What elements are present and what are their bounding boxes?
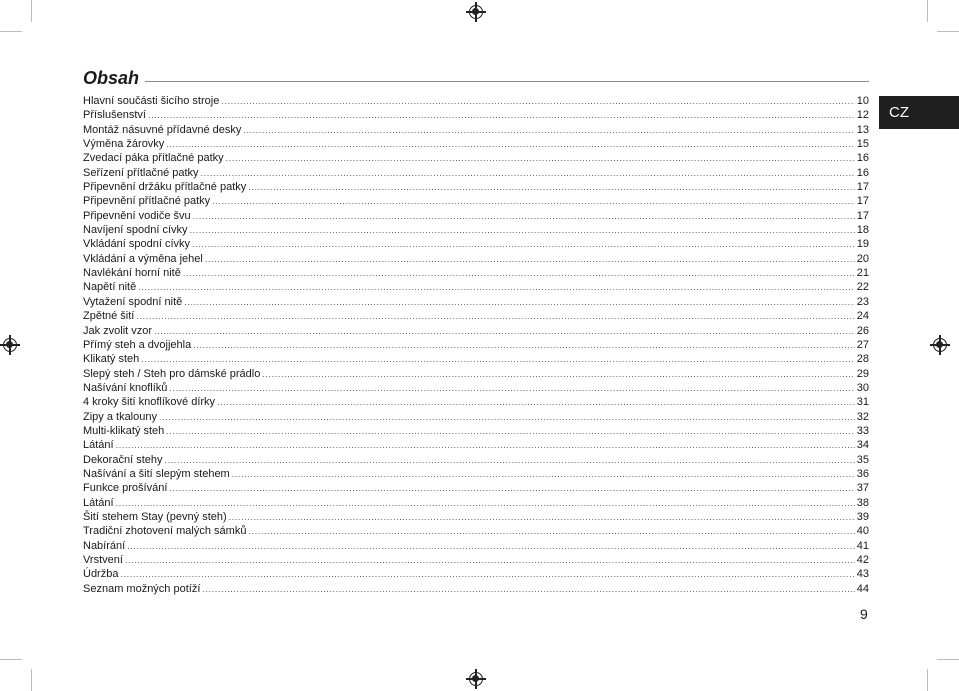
toc-entry-title: Šití stehem Stay (pevný steh) bbox=[83, 510, 227, 523]
toc-dot-leader bbox=[212, 194, 855, 208]
toc-entry[interactable] bbox=[83, 524, 869, 538]
toc-entry-page: 19 bbox=[856, 238, 869, 251]
toc-entry-title: Navlékání horní nitě bbox=[83, 267, 181, 280]
crop-mark-top-left-horizontal bbox=[0, 31, 22, 32]
toc-entry[interactable] bbox=[83, 395, 869, 409]
toc-entry-title: Vkládání a výměna jehel bbox=[83, 252, 203, 265]
crop-mark-bottom-left-vertical bbox=[31, 669, 32, 691]
toc-entry-page: 17 bbox=[856, 181, 869, 194]
toc-entry-page: 23 bbox=[856, 295, 869, 308]
toc-entry[interactable] bbox=[83, 424, 869, 438]
toc-entry-title: Našívání knoflíků bbox=[83, 381, 168, 394]
toc-dot-leader bbox=[226, 151, 855, 165]
toc-entry[interactable] bbox=[83, 223, 869, 237]
toc-entry-title: Jak zvolit vzor bbox=[83, 324, 153, 337]
toc-entry[interactable] bbox=[83, 151, 869, 165]
toc-entry-title: Látání bbox=[83, 496, 114, 509]
toc-entry[interactable] bbox=[83, 209, 869, 223]
toc-entry-title: Multi-klikatý steh bbox=[83, 424, 165, 437]
toc-entry-title: Seznam možných potíží bbox=[83, 582, 201, 595]
toc-dot-leader bbox=[248, 524, 854, 538]
toc-dot-leader bbox=[159, 410, 855, 424]
toc-dot-leader bbox=[169, 381, 854, 395]
toc-entry[interactable] bbox=[83, 510, 869, 524]
toc-entry[interactable] bbox=[83, 252, 869, 266]
toc-entry[interactable] bbox=[83, 367, 869, 381]
contents-title: Obsah bbox=[83, 68, 140, 88]
toc-entry-page: 17 bbox=[856, 209, 869, 222]
toc-entry-page: 21 bbox=[856, 267, 869, 280]
table-of-contents bbox=[83, 94, 869, 596]
toc-dot-leader bbox=[190, 223, 855, 237]
toc-entry-page: 22 bbox=[856, 281, 869, 294]
toc-entry-title: Tradiční zhotovení malých sámků bbox=[83, 525, 247, 538]
toc-dot-leader bbox=[183, 266, 855, 280]
toc-entry[interactable] bbox=[83, 410, 869, 424]
toc-entry-title: Hlavní součásti šicího stroje bbox=[83, 95, 220, 107]
toc-entry[interactable] bbox=[83, 309, 869, 323]
toc-entry-title: 4 kroky šití knoflíkové dírky bbox=[83, 396, 216, 409]
toc-dot-leader bbox=[141, 352, 855, 366]
contents-heading bbox=[83, 68, 869, 89]
toc-entry-page: 28 bbox=[856, 353, 869, 366]
toc-entry-page: 29 bbox=[856, 367, 869, 380]
toc-entry-title: Látání bbox=[83, 439, 114, 452]
toc-entry[interactable] bbox=[83, 180, 869, 194]
registration-mark-bottom-icon bbox=[469, 672, 483, 686]
toc-entry-page: 16 bbox=[856, 152, 869, 165]
toc-dot-leader bbox=[136, 309, 854, 323]
toc-entry-page: 36 bbox=[856, 467, 869, 480]
toc-dot-leader bbox=[164, 453, 854, 467]
toc-dot-leader bbox=[148, 108, 855, 122]
toc-entry-title: Funkce prošívání bbox=[83, 482, 168, 495]
crop-mark-bottom-right-horizontal bbox=[937, 659, 959, 660]
registration-mark-top-icon bbox=[469, 5, 483, 19]
toc-entry-title: Navíjení spodní cívky bbox=[83, 224, 188, 237]
toc-entry[interactable] bbox=[83, 123, 869, 137]
toc-entry-title: Napětí nitě bbox=[83, 281, 137, 294]
toc-entry-page: 34 bbox=[856, 439, 869, 452]
toc-entry-title: Seřízení přítlačné patky bbox=[83, 166, 199, 179]
toc-entry-page: 13 bbox=[856, 123, 869, 136]
toc-entry[interactable] bbox=[83, 266, 869, 280]
toc-entry-page: 15 bbox=[856, 138, 869, 151]
toc-entry[interactable] bbox=[83, 295, 869, 309]
toc-entry-page: 35 bbox=[856, 453, 869, 466]
toc-entry-title: Montáž násuvné přídavné desky bbox=[83, 123, 242, 136]
toc-entry-title: Zipy a tkalouny bbox=[83, 410, 157, 423]
toc-entry[interactable] bbox=[83, 94, 869, 108]
toc-dot-leader bbox=[184, 295, 854, 309]
toc-entry[interactable] bbox=[83, 496, 869, 510]
toc-entry-page: 31 bbox=[856, 396, 869, 409]
toc-entry[interactable] bbox=[83, 166, 869, 180]
toc-entry-title: Klikatý steh bbox=[83, 353, 140, 366]
toc-dot-leader bbox=[205, 252, 855, 266]
toc-dot-leader bbox=[125, 553, 855, 567]
toc-entry[interactable] bbox=[83, 338, 869, 352]
toc-entry-title: Údržba bbox=[83, 568, 119, 581]
toc-entry[interactable] bbox=[83, 381, 869, 395]
toc-entry-page: 42 bbox=[856, 554, 869, 566]
toc-entry-page: 37 bbox=[856, 482, 869, 495]
toc-entry-title: Zpětné šití bbox=[83, 310, 135, 323]
toc-dot-leader bbox=[127, 539, 855, 553]
heading-rule bbox=[145, 81, 869, 82]
toc-entry-page: 33 bbox=[856, 424, 869, 437]
toc-entry-title: Slepý steh / Steh pro dámské prádlo bbox=[83, 367, 261, 380]
toc-entry[interactable] bbox=[83, 280, 869, 294]
toc-entry[interactable] bbox=[83, 137, 869, 151]
crop-mark-top-right-vertical bbox=[927, 0, 928, 22]
toc-entry-title: Připevnění držáku přítlačné patky bbox=[83, 181, 247, 194]
crop-mark-top-right-horizontal bbox=[937, 31, 959, 32]
toc-dot-leader bbox=[193, 209, 855, 223]
toc-entry-title: Nabírání bbox=[83, 539, 126, 552]
toc-entry[interactable] bbox=[83, 453, 869, 467]
toc-entry-page: 16 bbox=[856, 166, 869, 179]
toc-dot-leader bbox=[138, 280, 855, 294]
toc-entry-page: 32 bbox=[856, 410, 869, 423]
toc-dot-leader bbox=[221, 94, 854, 108]
toc-entry-page: 40 bbox=[856, 525, 869, 538]
toc-entry-page: 20 bbox=[856, 252, 869, 265]
toc-dot-leader bbox=[202, 582, 854, 596]
toc-entry[interactable] bbox=[83, 237, 869, 251]
language-tab bbox=[879, 96, 959, 129]
toc-entry-title: Našívání a šití slepým stehem bbox=[83, 467, 230, 480]
toc-entry[interactable] bbox=[83, 481, 869, 495]
crop-mark-bottom-left-horizontal bbox=[0, 659, 22, 660]
toc-dot-leader bbox=[248, 180, 854, 194]
toc-entry-title: Vkládání spodní cívky bbox=[83, 238, 191, 251]
toc-dot-leader bbox=[166, 424, 854, 438]
toc-entry[interactable] bbox=[83, 467, 869, 481]
toc-entry-page: 17 bbox=[856, 195, 869, 208]
crop-mark-bottom-right-vertical bbox=[927, 669, 928, 691]
toc-dot-leader bbox=[192, 237, 855, 251]
toc-dot-leader bbox=[201, 166, 855, 180]
toc-entry-page: 41 bbox=[856, 539, 869, 552]
toc-entry-title: Vytažení spodní nitě bbox=[83, 295, 183, 308]
toc-dot-leader bbox=[229, 510, 855, 524]
toc-entry-page: 43 bbox=[856, 568, 869, 581]
toc-dot-leader bbox=[166, 137, 854, 151]
toc-entry[interactable] bbox=[83, 324, 869, 338]
toc-entry[interactable] bbox=[83, 438, 869, 452]
toc-entry[interactable] bbox=[83, 539, 869, 553]
toc-dot-leader bbox=[169, 481, 854, 495]
toc-entry-page: 38 bbox=[856, 496, 869, 509]
language-tab-label: CZ bbox=[889, 104, 909, 121]
toc-entry[interactable] bbox=[83, 553, 869, 567]
toc-dot-leader bbox=[154, 324, 855, 338]
toc-entry-title: Přímý steh a dvojjehla bbox=[83, 338, 192, 351]
toc-dot-leader bbox=[217, 395, 855, 409]
toc-dot-leader bbox=[232, 467, 855, 481]
toc-entry-title: Dekorační stehy bbox=[83, 453, 163, 466]
toc-entry-page: 24 bbox=[856, 310, 869, 323]
toc-dot-leader bbox=[262, 367, 854, 381]
toc-dot-leader bbox=[120, 567, 854, 581]
toc-entry-page: 10 bbox=[856, 95, 869, 107]
toc-entry-title: Zvedací páka přítlačné patky bbox=[83, 152, 224, 165]
toc-entry-title: Připevnění vodiče švu bbox=[83, 209, 191, 222]
toc-dot-leader bbox=[116, 496, 855, 510]
toc-entry-title: Připevnění přítlačné patky bbox=[83, 195, 211, 208]
toc-dot-leader bbox=[116, 438, 855, 452]
crop-mark-top-left-vertical bbox=[31, 0, 32, 22]
toc-dot-leader bbox=[193, 338, 855, 352]
toc-entry-page: 27 bbox=[856, 338, 869, 351]
toc-entry[interactable] bbox=[83, 582, 869, 596]
toc-entry-page: 39 bbox=[856, 510, 869, 523]
toc-entry[interactable] bbox=[83, 194, 869, 208]
toc-dot-leader bbox=[243, 123, 854, 137]
toc-entry[interactable] bbox=[83, 567, 869, 581]
toc-entry-title: Příslušenství bbox=[83, 109, 146, 122]
toc-entry[interactable] bbox=[83, 108, 869, 122]
toc-entry-title: Výměna žárovky bbox=[83, 138, 165, 151]
toc-entry-title: Vrstvení bbox=[83, 554, 123, 566]
toc-entry-page: 44 bbox=[856, 582, 869, 595]
toc-entry-page: 12 bbox=[856, 109, 869, 122]
registration-mark-right-icon bbox=[933, 338, 947, 352]
toc-entry-page: 18 bbox=[856, 224, 869, 237]
registration-mark-left-icon bbox=[3, 338, 17, 352]
toc-entry[interactable] bbox=[83, 352, 869, 366]
toc-entry-page: 26 bbox=[856, 324, 869, 337]
toc-entry-page: 30 bbox=[856, 381, 869, 394]
page-number: 9 bbox=[860, 606, 868, 622]
